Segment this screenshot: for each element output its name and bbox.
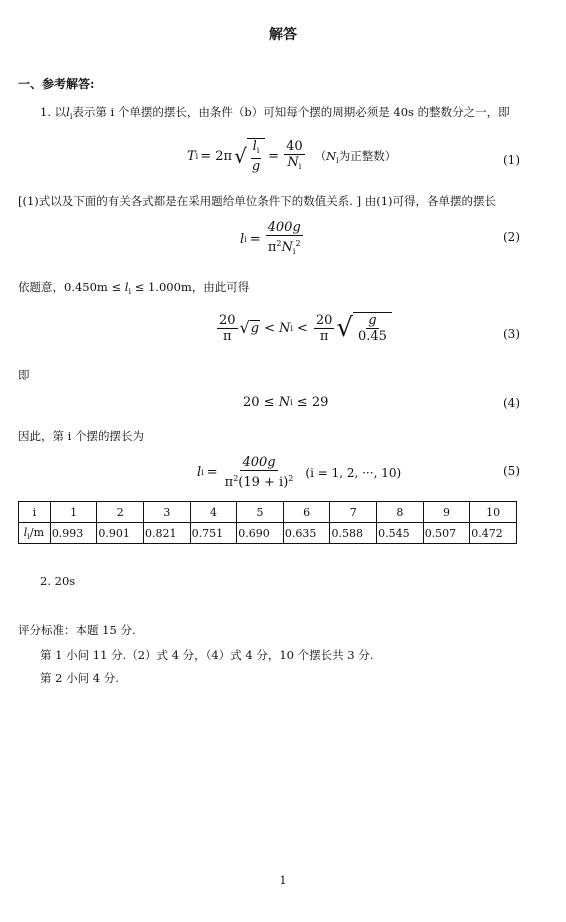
equation-1 (187, 138, 396, 174)
equation-number: (2) (503, 230, 520, 244)
fraction: $\frac{400g}{\pi^2(19 + i)^2}$ (224, 455, 294, 490)
table-cell: 1 (50, 502, 97, 523)
equation-3: $\frac{20}{\pi}$ √ g < N i < $\frac{20}{\pi}$ √ $\frac{g}{0.45}$ (215, 312, 392, 344)
table-cell: 0.993 (50, 523, 97, 544)
grading-line-1: 第 1 小问 11 分.（2）式 4 分，（4）式 4 分，10 个摆长共 3 分. (40, 648, 374, 662)
radical-sign: √ (234, 144, 247, 168)
fraction (284, 139, 305, 174)
text: 表示第 i 个单摆的摆长，由条件（b）可知每个摆的周期必须是 40s 的整数分之一，即 (72, 105, 510, 119)
page-title: 解答 (269, 27, 297, 43)
table-cell: 5 (237, 502, 284, 523)
fraction (250, 139, 262, 174)
sqrt (234, 138, 265, 174)
table-cell: 0.472 (470, 523, 517, 544)
numerator: 40 (286, 138, 303, 154)
table-cell: 0.635 (283, 523, 330, 544)
subscript-i: i (256, 146, 260, 155)
equation-number: (5) (503, 464, 520, 478)
symbol-T: T (187, 148, 196, 164)
table-cell: 7 (330, 502, 377, 523)
table-cell: 10 (470, 502, 517, 523)
table-row (19, 523, 517, 544)
fraction: $\frac{20}{\pi}$ (315, 312, 333, 344)
grading-title: 评分标准：本题 15 分. (18, 623, 136, 637)
table-row-label: $l_i/m$ (19, 523, 51, 544)
subscript-i: i (69, 112, 73, 121)
item-number: 1. (40, 105, 51, 119)
table-cell: 0.690 (237, 523, 284, 544)
page-number: 1 (279, 874, 287, 887)
symbol-l: l (124, 280, 129, 294)
sqrt: √ g (239, 318, 260, 337)
table-cell: 0.507 (423, 523, 470, 544)
table-cell: 2 (97, 502, 144, 523)
paragraph-3: 依题意，$0.450m \le l_i \le 1.000m$，由此可得 (18, 280, 250, 296)
fraction: $\frac{20}{\pi}$ (219, 312, 236, 344)
symbol-l: l (240, 232, 245, 247)
subscript-i: i (195, 151, 199, 161)
table-cell: 9 (423, 502, 470, 523)
equation-note: （$N_i$为正整数） (314, 148, 397, 165)
table-cell: 0.545 (377, 523, 424, 544)
answer-2: 2. 20s (40, 574, 76, 588)
table-cell: 8 (377, 502, 424, 523)
pendulum-length-table (18, 501, 517, 544)
symbol-l: l (66, 105, 70, 119)
equals: = (268, 148, 280, 164)
paragraph-2: [(1)式以及下面的有关各式都是在采用题给单位条件下的数值关系. ] 由(1)可得，各单摆的摆长 (18, 194, 497, 208)
text: 以 (54, 105, 67, 119)
symbol-l: l (252, 139, 257, 154)
subscript-i: i (244, 235, 247, 244)
table-cell: i (19, 502, 51, 523)
table-header-row (19, 502, 517, 523)
symbol-g: g (251, 159, 261, 174)
equation-5: l i = $\frac{400g}{\pi^2(19 + i)^2}$ (i = 1, 2, ···, 10) (197, 455, 402, 490)
eq-2pi: = 2π (200, 148, 233, 164)
equation-number: (4) (503, 396, 520, 410)
table-cell: 6 (283, 502, 330, 523)
equation-number: (1) (503, 153, 520, 167)
symbol-N: N (287, 154, 299, 170)
equals: = (249, 232, 261, 247)
paragraph-1 (40, 104, 510, 121)
table-cell: 0.751 (190, 523, 237, 544)
paragraph-5: 因此，第 i 个摆的摆长为 (18, 429, 144, 443)
table-cell: 0.588 (330, 523, 377, 544)
paragraph-4: 即 (18, 368, 30, 382)
equation-2 (240, 220, 305, 259)
table-cell: 0.821 (144, 523, 191, 544)
table-cell: 3 (144, 502, 191, 523)
subscript-i: i (298, 161, 302, 171)
equation-number: (3) (503, 327, 520, 341)
numerator: 400g (267, 220, 301, 235)
table-cell: 0.901 (97, 523, 144, 544)
table-cell: 4 (190, 502, 237, 523)
grading-line-2: 第 2 小问 4 分. (40, 671, 119, 685)
section-heading: 一、参考解答: (18, 77, 95, 91)
fraction: $\frac{400g}{\pi^2N_i^2}$ (267, 220, 301, 256)
sqrt: √ $\frac{g}{0.45}$ (336, 312, 392, 344)
equation-4: 20 ≤ N i ≤ 29 (243, 395, 329, 410)
